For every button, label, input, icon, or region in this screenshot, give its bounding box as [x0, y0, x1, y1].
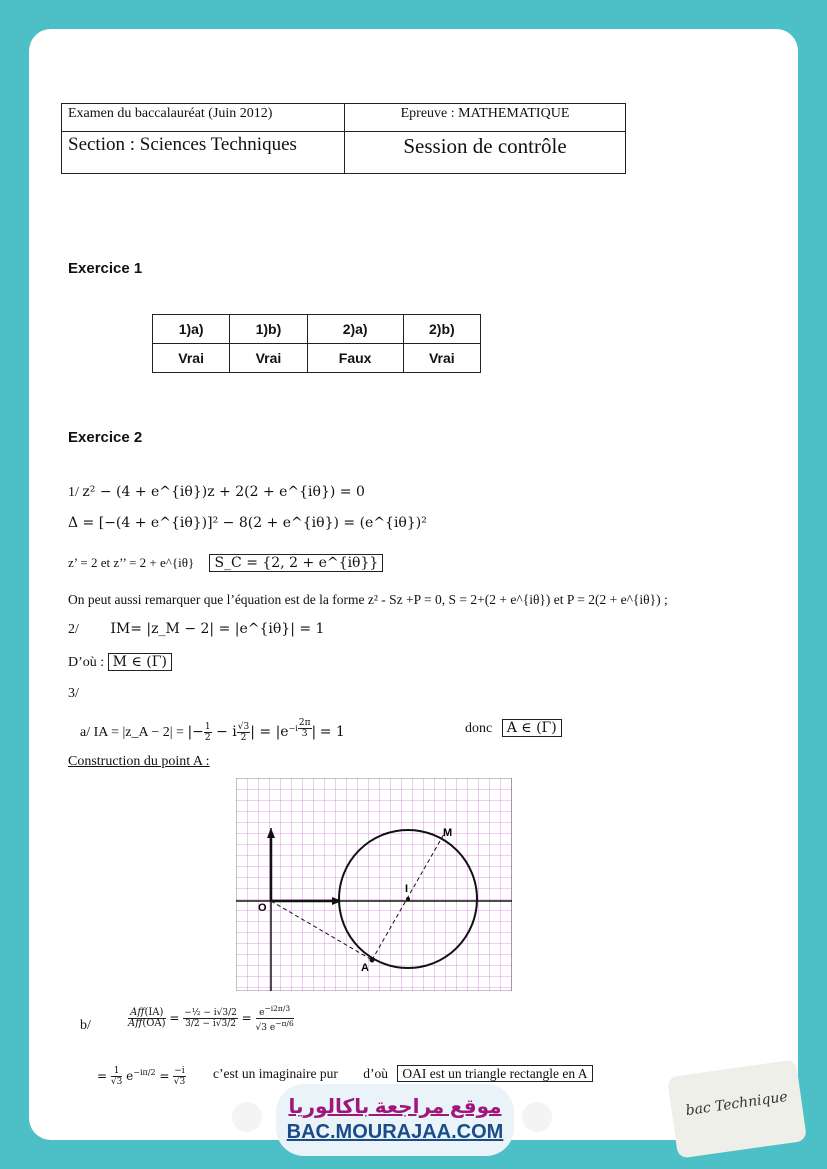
ex1-header-cell: 2)a) — [307, 315, 403, 344]
ex1-header-cell: 2)b) — [403, 315, 480, 344]
exercise-1-table — [152, 314, 481, 373]
exercise-1-title: Exercice 1 — [68, 260, 143, 277]
donc-group — [465, 720, 562, 737]
banner-site[interactable]: BAC.MOURAJAA.COM — [286, 1121, 504, 1143]
signature-text: bac Technique — [684, 1088, 789, 1120]
ex2-line-4: On peut aussi remarquer que l’équation est de la forme z² - Sz +P = 0, S = 2+(2 + e^{iθ}) et P = 2(2 + e^{iθ}) ; — [68, 592, 668, 607]
right-logo — [522, 1102, 552, 1132]
ex2-line-2 — [68, 515, 427, 532]
solution-set-box: S_C = {2, 2 + e^{iθ}} — [209, 554, 383, 572]
b-number: b/ — [80, 1018, 91, 1033]
exam-title: Examen du baccalauréat (Juin 2012) — [62, 104, 345, 132]
signature-stamp — [667, 1059, 807, 1158]
ex1-answer-cell: Vrai — [230, 344, 307, 373]
ex2-line-3 — [68, 555, 383, 571]
donc-label: donc — [465, 721, 493, 736]
imaginaire-pur-text: c’est un imaginaire pur — [213, 1066, 338, 1081]
ia-expression: |− $\frac{1}{2}$ − i $\frac{√3}{2}$ | = $|e^{-i \frac{2\pi}{3}}$ | — [187, 718, 317, 743]
q2-number: 2/ — [68, 622, 79, 637]
label-m: M — [443, 827, 453, 839]
banner-arabic: موقع مراجعة باكالوريا — [288, 1096, 502, 1118]
exercise-2-title: Exercice 2 — [68, 429, 143, 446]
dou-label-b: d’où — [363, 1066, 388, 1081]
point-i — [406, 897, 410, 901]
session-title: Session de contrôle — [345, 132, 626, 174]
ex1-answer-cell: Vrai — [153, 344, 230, 373]
label-i: I — [405, 883, 409, 895]
m-in-gamma-box: M ∈ (Γ) — [108, 653, 172, 671]
q1-number: 1/ — [68, 485, 79, 500]
b-result: = $\frac{1}{√3}$ $e^{-i\pi/2}$ = $\frac{-i}{√3}$ — [97, 1066, 186, 1087]
ex2-line-8 — [80, 718, 345, 743]
ex1-header-cell: 1)a) — [153, 315, 230, 344]
roots: z’ = 2 et z’’ = 2 + e^{iθ} — [68, 555, 195, 570]
ex2-line-1 — [68, 484, 365, 501]
construction-figure — [236, 778, 512, 991]
ex2-line-5 — [68, 621, 324, 638]
dou-label: D’où : — [68, 655, 105, 670]
discriminant: Δ = [−(4 + e^{iθ})]² − 8(2 + e^{iθ}) = (e^{iθ})² — [68, 515, 427, 531]
site-banner[interactable] — [276, 1084, 514, 1156]
construction-title: Construction du point A : — [68, 754, 210, 769]
ex1-answer-cell: Vrai — [403, 344, 480, 373]
label-a: A — [361, 962, 369, 974]
ex1-header-cell: 1)b) — [230, 315, 307, 344]
ex2-line-6 — [68, 654, 172, 671]
epreuve-title: Epreuve : MATHEMATIQUE — [345, 104, 626, 132]
ia-result: = 1 — [319, 724, 345, 741]
left-logo — [232, 1102, 262, 1132]
ia-prefix: a/ IA = |z_A − 2| = — [80, 725, 184, 741]
q3-number: 3/ — [68, 686, 79, 701]
b-conclusion — [213, 1066, 593, 1082]
a-in-gamma-box: A ∈ (Γ) — [502, 719, 562, 737]
label-o: O — [258, 902, 267, 914]
point-a — [370, 958, 375, 963]
b-expression: $\frac{\text{Aff(IA)}}{\text{Aff(OA)}}$ = $\frac{\text{−½ − i√3/2}}{3/2 - i√3/2}$ = $\frac{e^{-i2\pi/3}}{√3 e^{-\pi/6}}$ — [128, 1004, 294, 1033]
ex1-answer-cell: Faux — [307, 344, 403, 373]
triangle-box: OAI est un triangle rectangle en A — [397, 1065, 592, 1082]
exam-header-table — [61, 103, 626, 174]
im-equation: IM= |z_M − 2| = |e^{iθ}| = 1 — [110, 621, 325, 637]
section-title: Section : Sciences Techniques — [62, 132, 345, 174]
equation: z² − (4 + e^{iθ})z + 2(2 + e^{iθ}) = 0 — [82, 484, 365, 500]
